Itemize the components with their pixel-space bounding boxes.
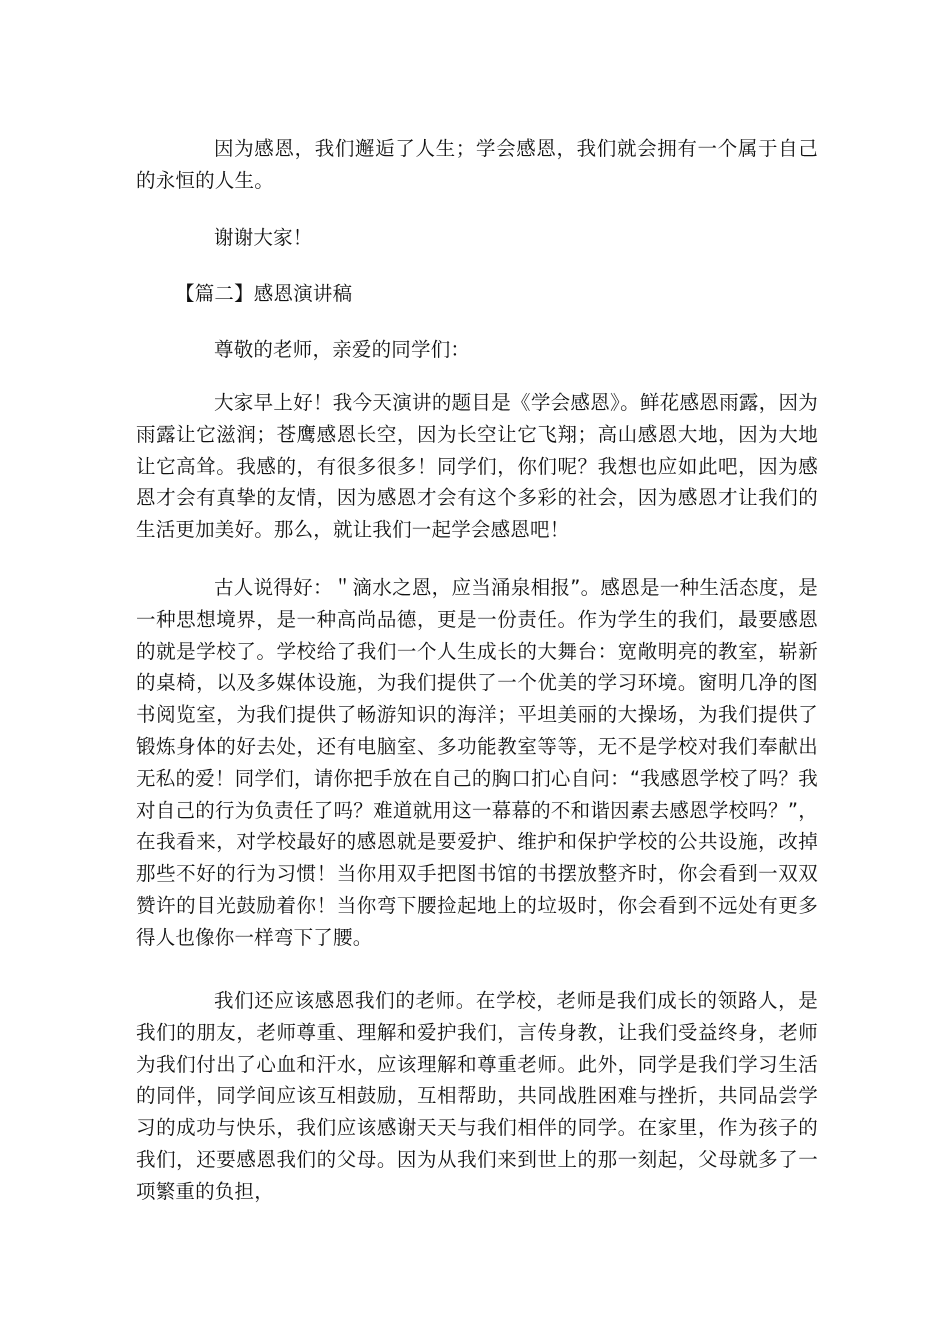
paragraph-closing-thanks: 因为感恩，我们邂逅了人生；学会感恩，我们就会拥有一个属于自己的永恒的人生。 — [136, 137, 818, 192]
paragraph-gratitude-teachers: 我们还应该感恩我们的老师。在学校，老师是我们成长的领路人，是我们的朋友，老师尊重、理解和爱护我们，言传身教，让我们受益终身，老师为我们付出了心血和汗水，应该理解和尊重老师。此外，同学是我们学习生活的同伴，同学间应该互相鼓励，互相帮助，共同战胜困难与挫折，共同品尝学习的成功与快乐，我们应该感谢天天与我们相伴的同学。在家里，作为孩子的我们，还要感恩我们的父母。因为从我们来到世上的那一刻起，父母就多了一项繁重的负担， — [136, 989, 818, 1203]
paragraph-thank-you: 谢谢大家！ — [214, 226, 313, 249]
section-heading: 【篇二】感恩演讲稿 — [175, 282, 353, 305]
paragraph-introduction: 大家早上好！我今天演讲的题目是《学会感恩》。鲜花感恩雨露，因为雨露让它滋润；苍鹰感恩长空，因为长空让它飞翔；高山感恩大地，因为大地让它高耸。我感的，有很多很多！同学们，你们呢？我想也应如此吧，因为感恩才会有真挚的友情，因为感恩才会有这个多彩的社会，因为感恩才让我们的生活更加美好。那么，就让我们一起学会感恩吧！ — [136, 391, 818, 542]
paragraph-gratitude-school: 古人说得好：＂滴水之恩，应当涌泉相报”。感恩是一种生活态度，是一种思想境界，是一种高尚品德，更是一份责任。作为学生的我们，最要感恩的就是学校了。学校给了我们一个人生成长的大舞台：宽敞明亮的教室，崭新的桌椅，以及多媒体设施，为我们提供了一个优美的学习环境。窗明几净的图书阅览室，为我们提供了畅游知识的海洋；平坦美丽的大操场，为我们提供了锻炼身体的好去处，还有电脑室、多功能教室等等，无不是学校对我们奉献出无私的爱！同学们，请你把手放在自己的胸口扪心自问：“我感恩学校了吗？我对自己的行为负责任了吗？难道就用这一幕幕的不和谐因素去感恩学校吗？”，在我看来，对学校最好的感恩就是要爱护、维护和保护学校的公共设施，改掉那些不好的行为习惯！当你用双手把图书馆的书摆放整齐时，你会看到一双双赞许的目光鼓励着你！当你弯下腰捡起地上的垃圾时，你会看到不远处有更多得人也像你一样弯下了腰。 — [136, 576, 818, 949]
paragraph-salutation: 尊敬的老师，亲爱的同学们： — [214, 338, 471, 361]
